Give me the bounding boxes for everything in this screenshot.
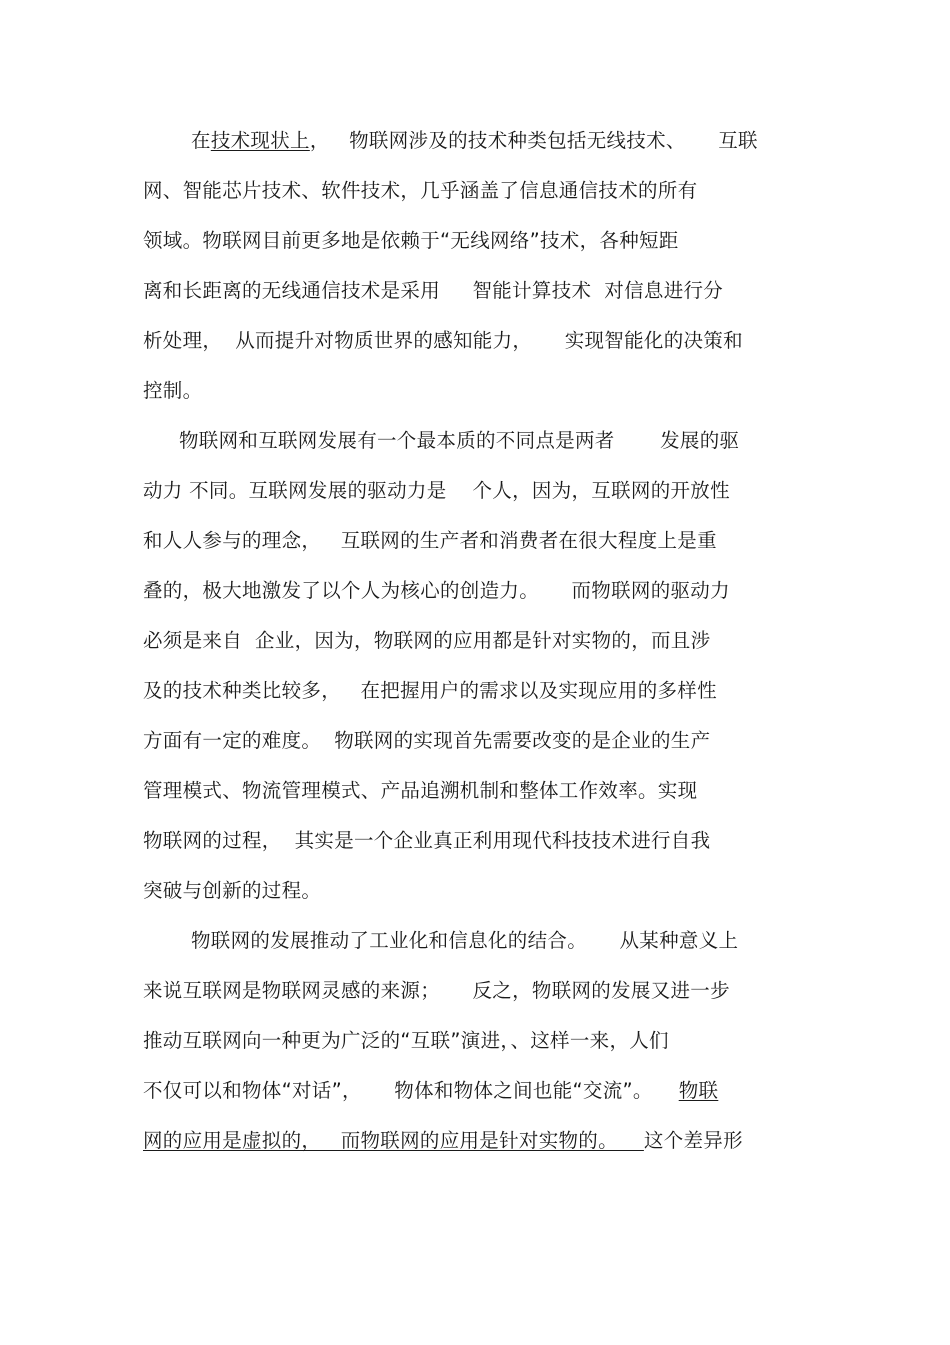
text-run: 物联网的过程， 其实是一个企业真正利用现代科技技术进行自我 <box>143 829 711 852</box>
text-run: 这个差异形 <box>643 1129 743 1152</box>
text-line <box>179 428 739 454</box>
text-run: 突破与创新的过程。 <box>143 879 322 902</box>
text-run: 析处理， 从而提升对物质世界的感知能力， 实现智能化的决策和 <box>143 329 743 352</box>
text-line <box>143 378 202 404</box>
text-line <box>191 928 738 954</box>
text-line <box>191 128 758 154</box>
text-run: 及的技术种类比较多， 在把握用户的需求以及实现应用的多样性 <box>143 679 717 702</box>
text-line <box>143 278 723 304</box>
text-run: ， 物联网涉及的技术种类包括无线技术、 互联 <box>309 129 758 152</box>
text-run: 领域。物联网目前更多地是依赖于“无线网络”技术，各种短距 <box>143 229 679 252</box>
underlined-text: 技术现状上 <box>210 129 310 152</box>
text-line <box>143 628 710 654</box>
text-line <box>143 478 730 504</box>
text-run: 和人人参与的理念， 互联网的生产者和消费者在很大程度上是重 <box>143 529 717 552</box>
text-line <box>143 878 321 904</box>
text-line <box>143 328 743 354</box>
text-run: 推动互联网向一种更为广泛的“互联”演进，、这样一来，人们 <box>143 1029 669 1052</box>
underlined-text: 物联 <box>678 1079 719 1102</box>
text-run: 叠的，极大地激发了以个人为核心的创造力。 而物联网的驱动力 <box>143 579 730 602</box>
text-line <box>143 528 717 554</box>
text-run: 在 <box>191 129 211 152</box>
text-line <box>143 1128 743 1154</box>
text-run: 物联网和互联网发展有一个最本质的不同点是两者 发展的驱 <box>179 429 740 452</box>
text-run: 来说互联网是物联网灵感的来源； 反之，物联网的发展又进一步 <box>143 979 730 1002</box>
text-run: 控制。 <box>143 379 203 402</box>
text-run: 方面有一定的难度。 物联网的实现首先需要改变的是企业的生产 <box>143 729 711 752</box>
text-line <box>143 678 717 704</box>
text-line <box>143 578 730 604</box>
text-run: 动力 不同。互联网发展的驱动力是 个人，因为，互联网的开放性 <box>143 479 730 502</box>
text-run: 物联网的发展推动了工业化和信息化的结合。 从某种意义上 <box>191 929 739 952</box>
text-line <box>143 1028 669 1054</box>
text-line <box>143 978 730 1004</box>
text-run: 必须是来自 企业，因为，物联网的应用都是针对实物的，而且涉 <box>143 629 711 652</box>
text-run: 网、智能芯片技术、软件技术，几乎涵盖了信息通信技术的所有 <box>143 179 698 202</box>
text-line <box>143 778 697 804</box>
text-line <box>143 228 679 254</box>
underlined-text: 网的应用是虚拟的， 而物联网的应用是针对实物的。 <box>143 1129 644 1152</box>
text-line <box>143 728 710 754</box>
text-run: 管理模式、物流管理模式、产品追溯机制和整体工作效率。实现 <box>143 779 698 802</box>
text-line <box>143 178 697 204</box>
text-line <box>143 1078 718 1104</box>
text-run: 离和长距离的无线通信技术是采用 智能计算技术 对信息进行分 <box>143 279 724 302</box>
text-line <box>143 828 710 854</box>
text-run: 不仅可以和物体“对话”， 物体和物体之间也能“交流”。 <box>143 1079 679 1102</box>
